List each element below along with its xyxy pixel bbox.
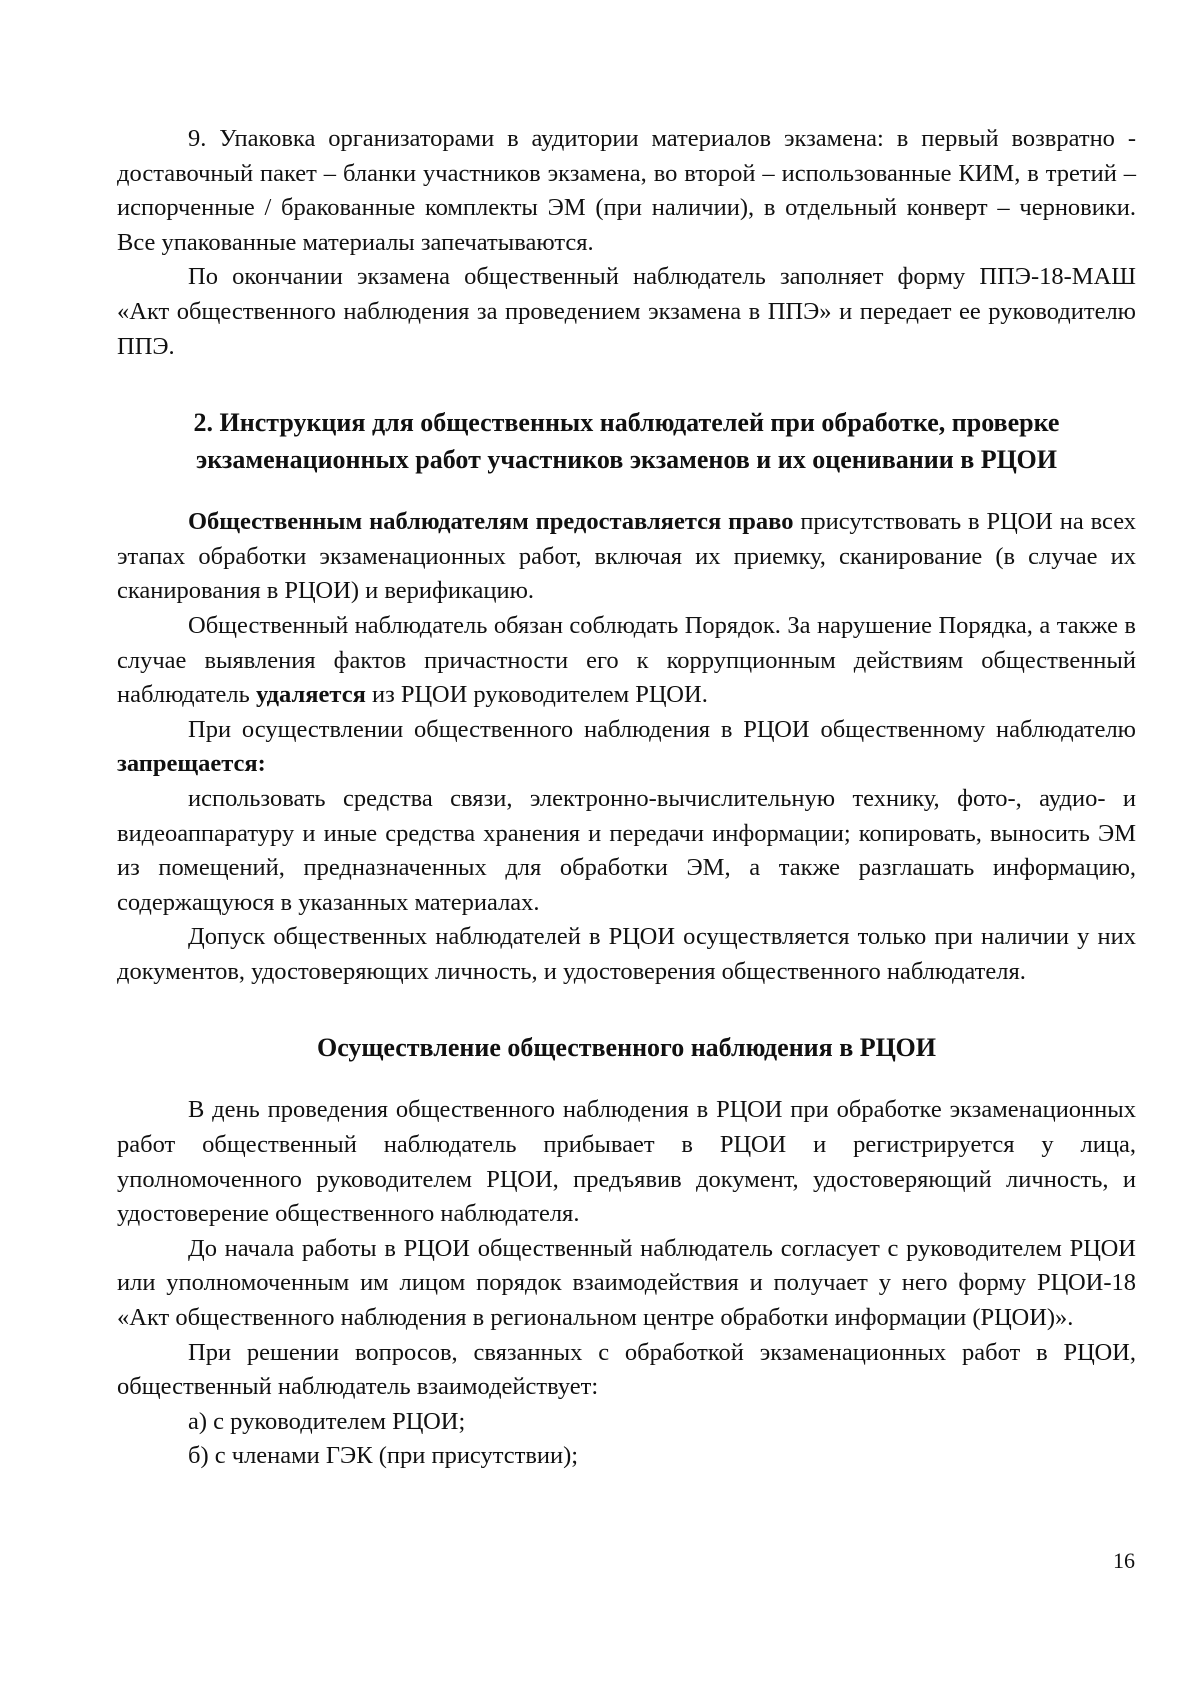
section-2-title: [117, 404, 1136, 478]
bold-right-phrase: Общественным наблюдателям предоставляется право: [188, 508, 794, 536]
paragraph-prohibited-intro: [117, 713, 1136, 782]
paragraph-packing: 9. Упаковка организаторами в аудитории материалов экзамена: в первый возвратно - доставочный пакет – бланки участников экзамена, во второй – использованные КИМ, в третий – испорченные / бракованные комплекты ЭМ (при наличии), в отдельный конверт – черновики. Все упакованные материалы запечатываются.: [117, 125, 1136, 256]
list-item-b: б) с членами ГЭК (при присутствии);: [188, 1442, 579, 1470]
paragraph-admission: Допуск общественных наблюдателей в РЦОИ осуществляется только при наличии у них документов, удостоверяющих личность, и удостоверения общественного наблюдателя.: [117, 923, 1136, 985]
paragraph-prohibited-list: использовать средства связи, электронно-вычислительную технику, фото-, аудио- и видеоаппаратуру и иные средства хранения и передачи информации; копировать, выносить ЭМ из помещений, предназначенных для обработки ЭМ, а также разглашать информацию, содержащуюся в указанных материалах.: [117, 784, 1136, 916]
paragraph-obligation: [117, 609, 1136, 713]
bold-prohibited: запрещается:: [117, 750, 266, 778]
section-3-title: Осуществление общественного наблюдения в РЦОИ: [317, 1033, 936, 1063]
bold-removed: удаляется: [255, 681, 366, 709]
page-number: 16: [1113, 1548, 1135, 1573]
section-2-title-line-2: экзаменационных работ участников экзаменов и их оценивании в РЦОИ: [196, 445, 1057, 475]
paragraph-after-exam: По окончании экзамена общественный наблюдатель заполняет форму ППЭ-18-МАШ «Акт общественного наблюдения за проведением экзамена в ППЭ» и передает ее руководителю ППЭ.: [117, 263, 1136, 360]
obligation-end: из РЦОИ руководителем РЦОИ.: [365, 681, 708, 709]
paragraph-right-to-attend: [117, 505, 1136, 609]
section-2-title-line-1: 2. Инструкция для общественных наблюдателей при обработке, проверке: [193, 408, 1060, 438]
document-page: [117, 122, 1136, 1474]
list-item-a: а) с руководителем РЦОИ;: [188, 1407, 466, 1435]
section-2-body: [117, 505, 1136, 989]
paragraph-before-work: До начала работы в РЦОИ общественный наблюдатель согласует с руководителем РЦОИ или уполномоченным им лицом порядок взаимодействия и получает у него форму РЦОИ-18 «Акт общественного наблюдения в региональном центре обработки информации (РЦОИ)».: [117, 1234, 1136, 1332]
packing-block: [117, 122, 1136, 364]
prohibited-intro-text: При осуществлении общественного наблюдения в РЦОИ общественному наблюдателю: [188, 715, 1136, 743]
section-3-body: [117, 1093, 1136, 1474]
obligation-start: Общественный наблюдатель обязан соблюдать Порядок. За нарушение Порядка, а также в случае выявления фактов причастности его к коррупционным действиям общественный наблюдатель: [117, 611, 1136, 709]
paragraph-arrival: В день проведения общественного наблюдения в РЦОИ при обработке экзаменационных работ общественный наблюдатель прибывает в РЦОИ и регистрируется у лица, уполномоченного руководителем РЦОИ, предъявив документ, удостоверяющий личность, и удостоверение общественного наблюдателя.: [117, 1096, 1136, 1228]
right-to-attend-rest: присутствовать в РЦОИ на всех этапах обработки экзаменационных работ, включая их приемку, сканирование (в случае их сканирования в РЦОИ) и верификацию.: [117, 508, 1136, 605]
paragraph-interaction: При решении вопросов, связанных с обработкой экзаменационных работ в РЦОИ, общественный наблюдатель взаимодействует:: [117, 1338, 1136, 1401]
